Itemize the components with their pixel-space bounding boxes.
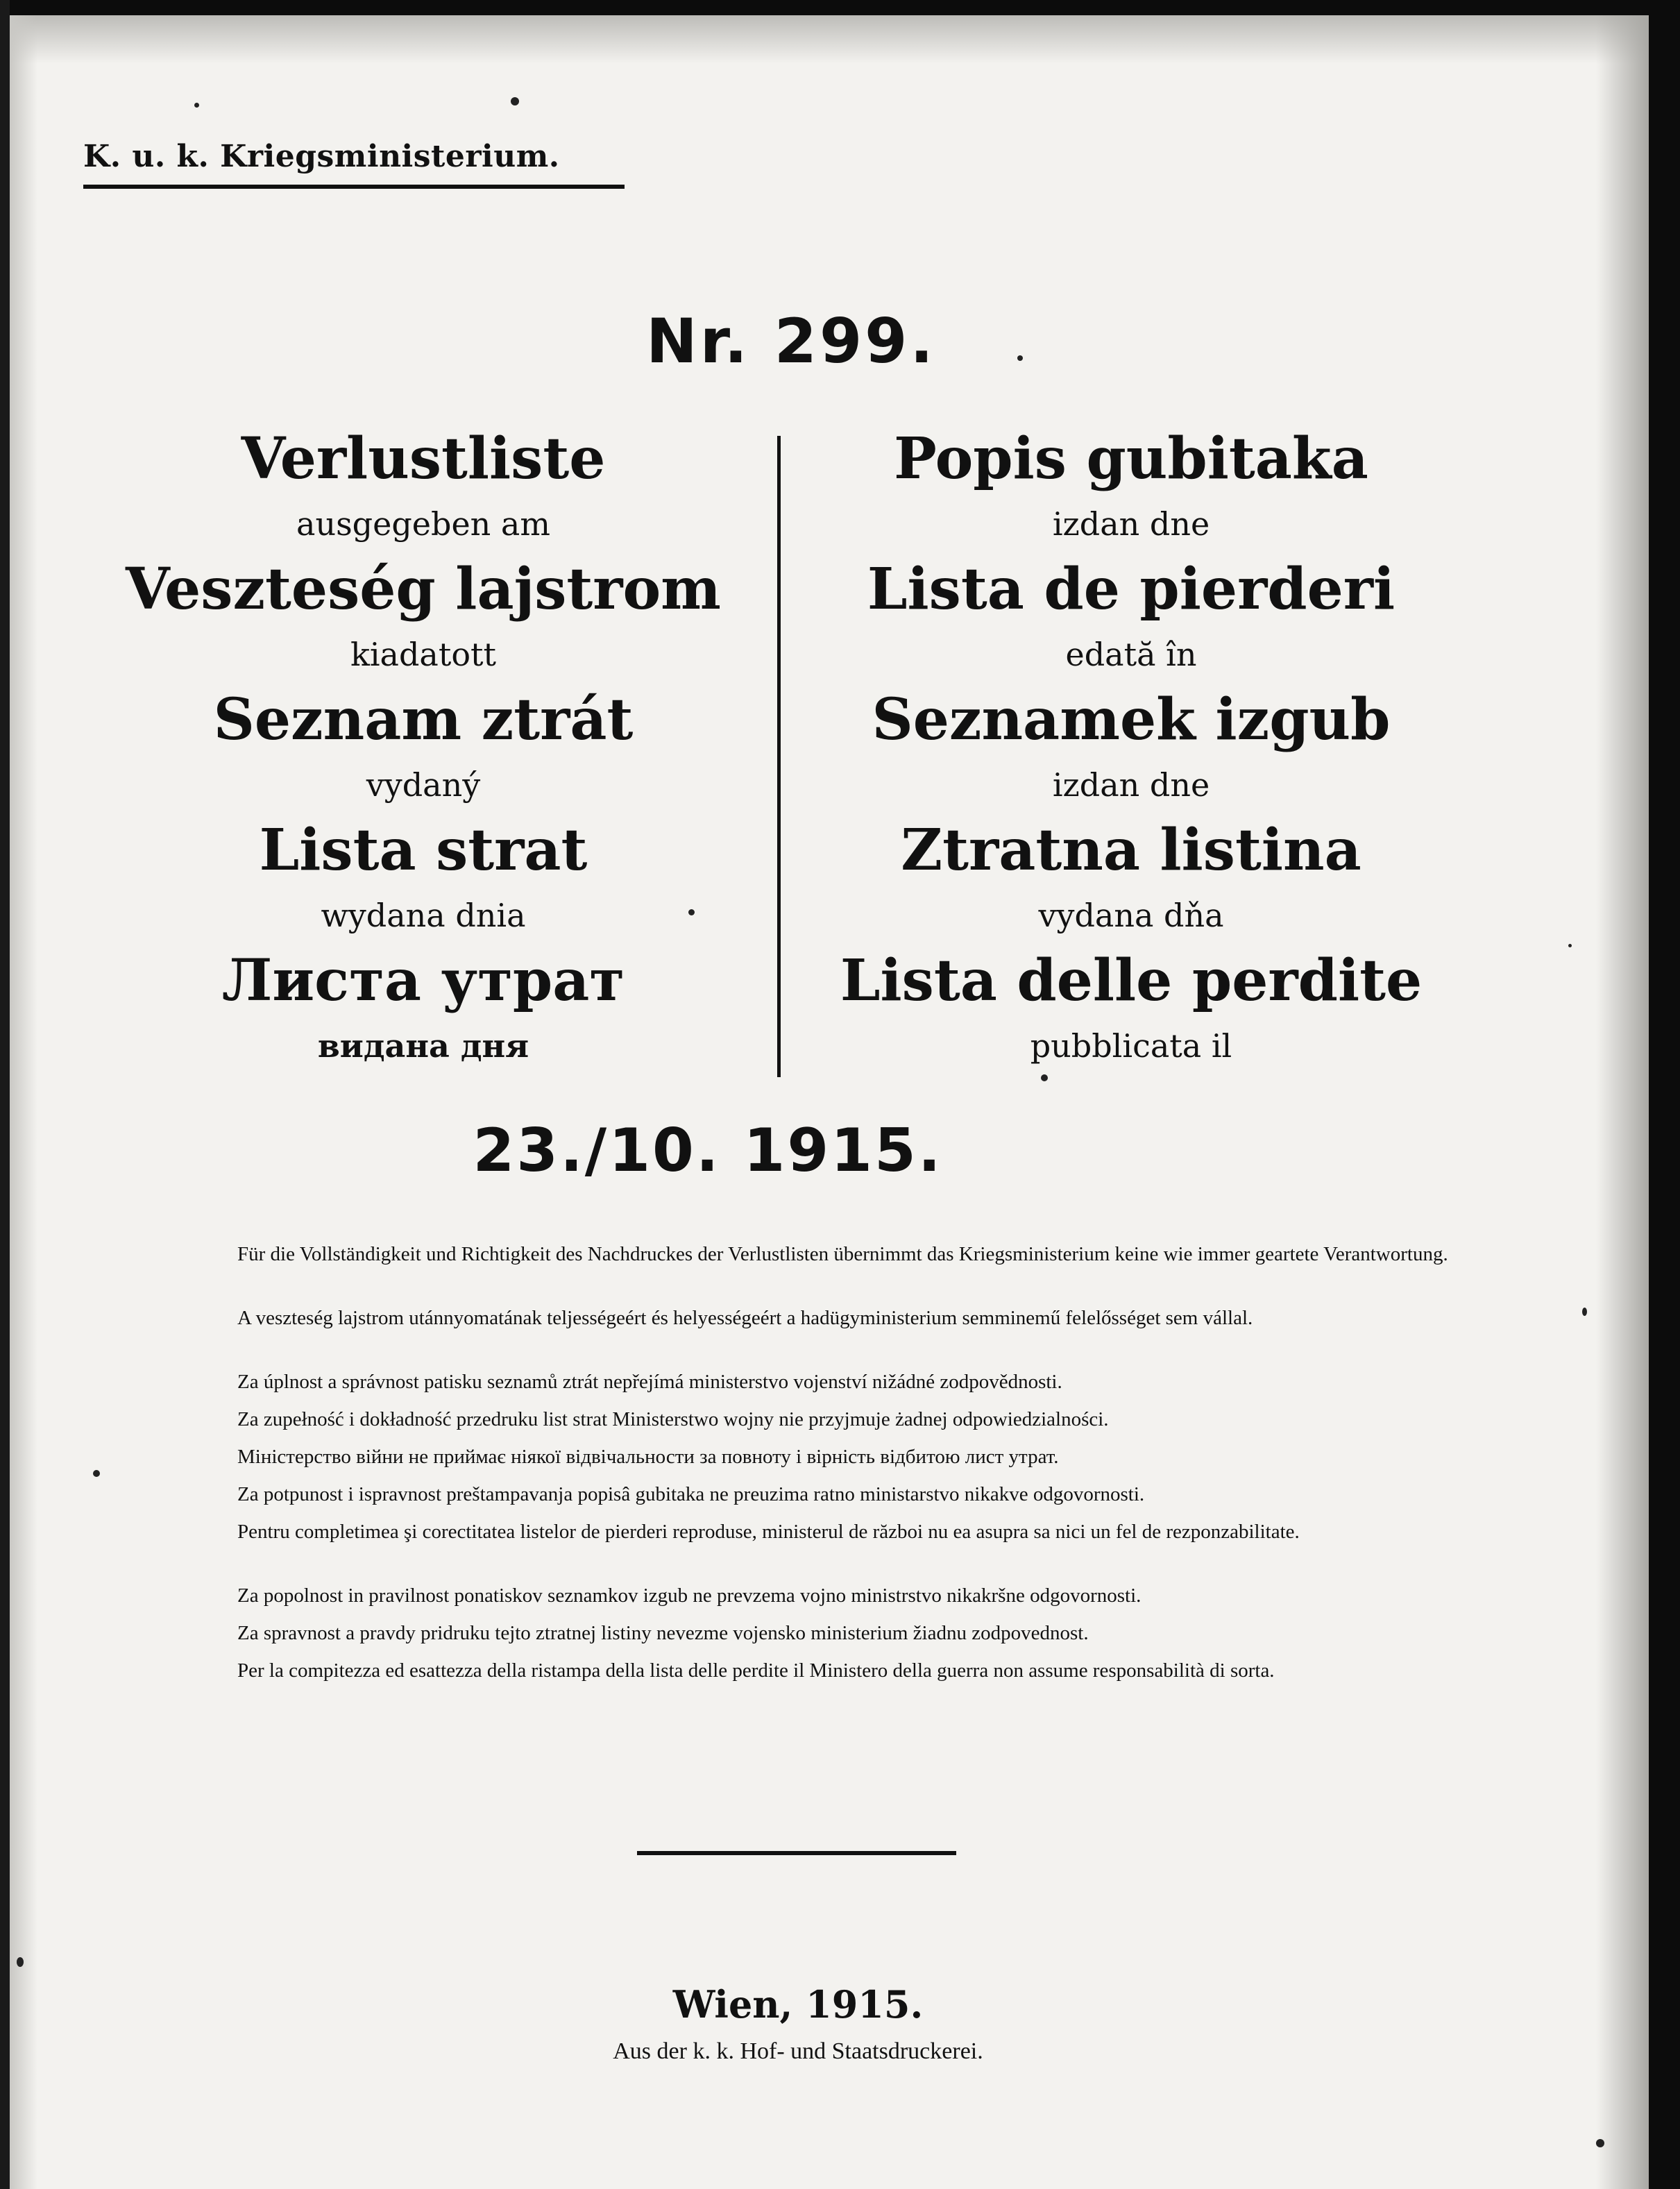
issue-date: 23./10. 1915.: [473, 1116, 943, 1185]
scan-speck: [1596, 2139, 1604, 2147]
subtitle-croatian: izdan dne: [1052, 505, 1210, 543]
disclaimer-slovene: Za popolnost in pravilnost ponatiskov seznamkov izgub ne prevzema vojno ministrstvo nikakršne odgovornosti.: [237, 1584, 1142, 1607]
disclaimer-german: Für die Vollständigkeit und Richtigkeit des Nachdruckes der Verlustlisten übernimmt das Kriegsministerium keine wie immer geartete Verantwortung.: [237, 1243, 1448, 1265]
scan-border-top: [0, 0, 1680, 15]
title-hungarian: Veszteség lajstrom: [126, 556, 721, 623]
disclaimer-czech: Za úplnost a správnost patisku seznamů ztrát nepřejímá ministerstvo vojenství nižádné zodpovědnosti.: [237, 1371, 1062, 1393]
subtitle-ruthenian: видана дня: [317, 1027, 529, 1065]
title-german: Verlustliste: [241, 425, 606, 492]
subtitle-german: ausgegeben am: [296, 505, 550, 543]
scan-speck: [93, 1470, 100, 1477]
disclaimer-polish: Za zupełność i dokładność przedruku list strat Ministerstwo wojny nie przyjmuje żadnej odpowiedzialności.: [237, 1408, 1109, 1430]
disclaimer-hungarian: A veszteség lajstrom utánnyomatának teljességeért és helyességeért a hadügyministerium semminemű felelősséget sem vállal.: [237, 1307, 1253, 1329]
subtitle-italian: pubblicata il: [1030, 1027, 1232, 1065]
disclaimer-croatian: Za potpunost i ispravnost preštampavanja popisâ gubitaka ne preuzima ratno ministarstvo nikakve odgovornosti.: [237, 1483, 1145, 1505]
scan-speck: [194, 103, 199, 108]
disclaimer-romanian: Pentru completimea şi corectitatea listelor de pierderi reproduse, ministerul de război nu ea asupra sa nici un fel de rezponzabilitate.: [237, 1521, 1300, 1543]
title-romanian: Lista de pierderi: [867, 556, 1395, 623]
subtitle-hungarian: kiadatott: [350, 636, 497, 673]
subtitle-polish: wydana dnia: [321, 897, 526, 934]
scan-speck: [1017, 355, 1023, 361]
scan-speck: [1582, 1308, 1587, 1316]
disclaimer-italian: Per la compitezza ed esattezza della ristampa della lista delle perdite il Ministero della guerra non assume responsabilità di sorta.: [237, 1659, 1275, 1682]
scan-border-right: [1649, 0, 1680, 2189]
title-croatian: Popis gubitaka: [894, 425, 1368, 492]
title-slovak: Ztratna listina: [901, 817, 1361, 884]
disclaimer-ruthenian: Міністерство війни не приймає ніякої відвічальности за повноту і вірність відбитою лист утрат.: [237, 1446, 1059, 1468]
title-slovene: Seznamek izgub: [872, 686, 1391, 753]
scan-speck: [1041, 1074, 1048, 1081]
scan-shadow-top: [10, 15, 1649, 64]
scan-speck: [17, 1957, 24, 1967]
title-polish: Lista strat: [259, 817, 588, 884]
scan-speck: [1568, 944, 1572, 947]
imprint-place-year: Wien, 1915.: [672, 1982, 924, 2027]
title-czech: Seznam ztrát: [213, 686, 634, 753]
imprint-printer: Aus der k. k. Hof- und Staatsdruckerei.: [613, 2038, 983, 2064]
ministry-heading: K. u. k. Kriegsministerium.: [83, 139, 560, 174]
column-divider: [777, 436, 781, 1077]
scan-speck: [688, 909, 695, 915]
subtitle-czech: vydaný: [366, 766, 481, 804]
scan-border-left: [0, 0, 10, 2189]
closing-rule: [637, 1851, 956, 1855]
subtitle-slovak: vydana dňa: [1038, 897, 1224, 934]
subtitle-romanian: edată în: [1065, 636, 1197, 673]
subtitle-slovene: izdan dne: [1052, 766, 1210, 804]
list-number: Nr. 299.: [646, 305, 936, 377]
title-italian: Lista delle perdite: [840, 947, 1423, 1014]
ministry-underline: [83, 185, 625, 189]
title-ruthenian: Листа утрат: [221, 947, 625, 1014]
scan-shadow-right: [1596, 15, 1649, 2189]
scan-speck: [511, 97, 519, 105]
scan-shadow-left: [10, 15, 37, 2189]
disclaimer-slovak: Za spravnost a pravdy pridruku tejto ztratnej listiny nevezme vojensko ministerium žiadnu zodpovednost.: [237, 1622, 1089, 1644]
